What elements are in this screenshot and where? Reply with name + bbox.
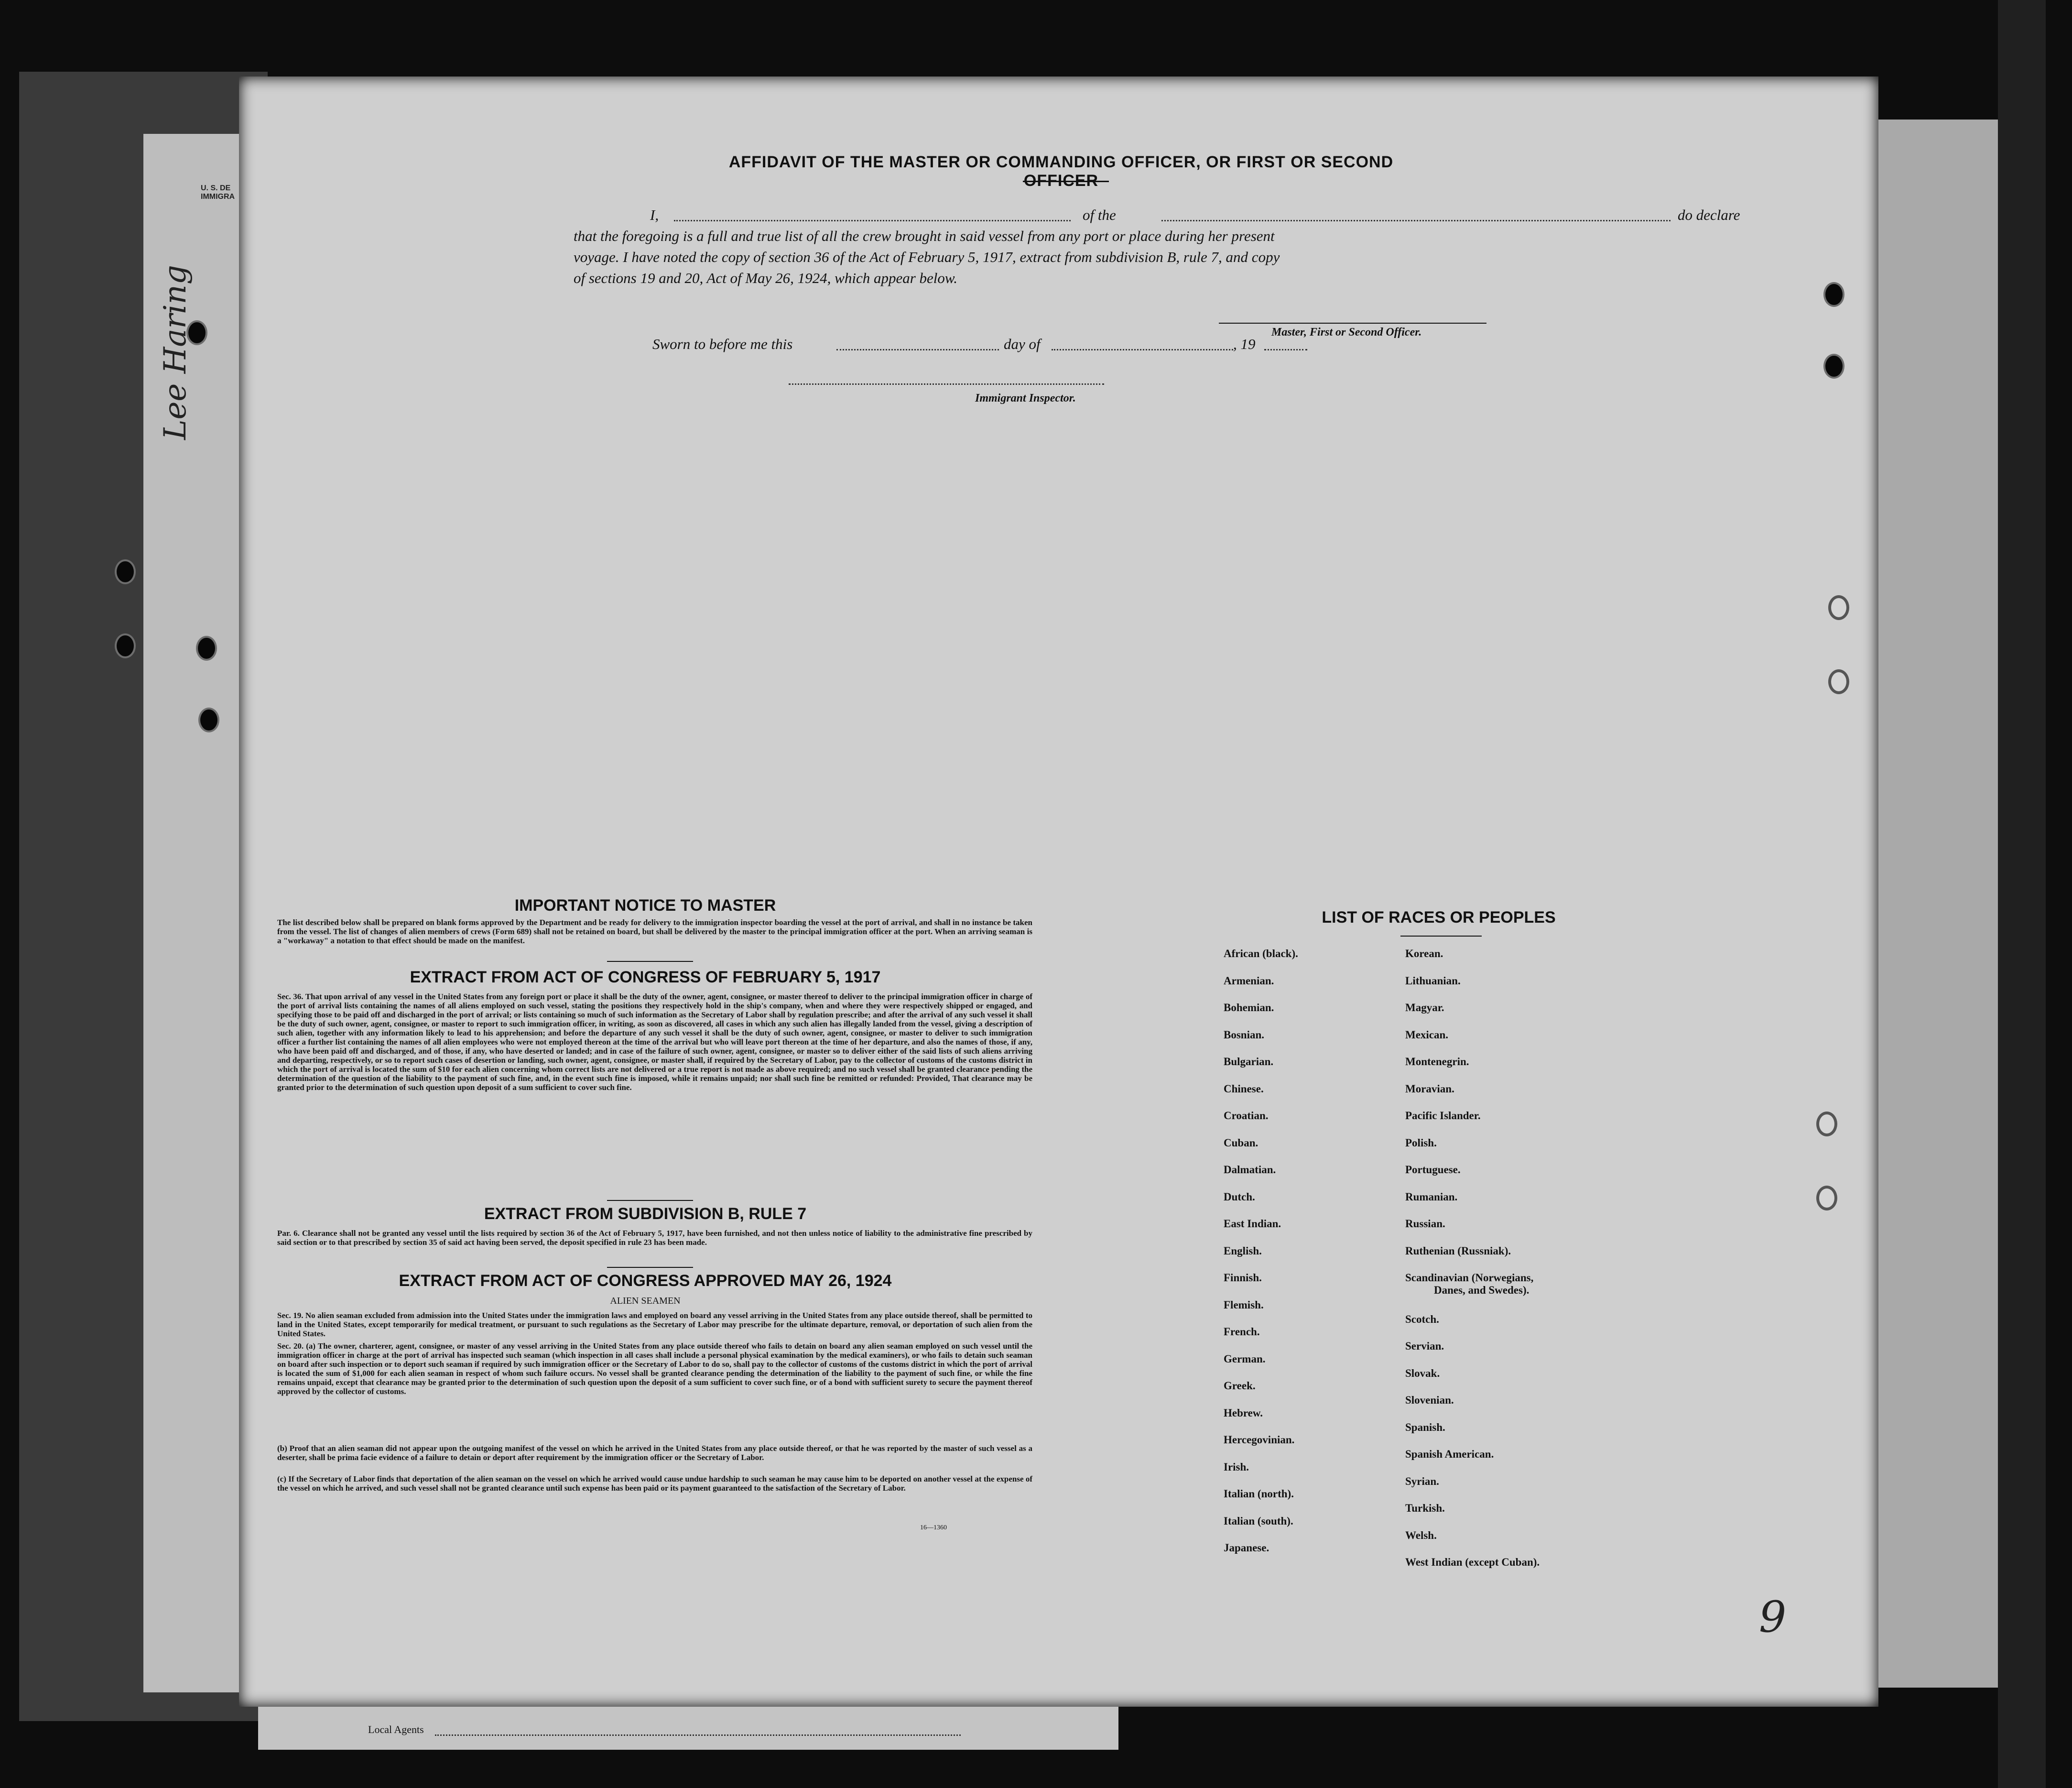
- race-item-left: English.: [1224, 1244, 1262, 1257]
- race-item-right: Welsh.: [1405, 1529, 1437, 1541]
- race-item-right: Turkish.: [1405, 1502, 1445, 1514]
- notice-title: IMPORTANT NOTICE TO MASTER: [514, 896, 776, 915]
- affidavit-title: AFFIDAVIT OF THE MASTER OR COMMANDING OFFICER, OR FIRST OR SECOND OFFICER: [728, 153, 1394, 190]
- race-item-right: Mexican.: [1405, 1028, 1449, 1041]
- binder-hole: [1816, 1186, 1837, 1210]
- race-item-left: Flemish.: [1224, 1298, 1264, 1311]
- local-agents-strip: [258, 1707, 1118, 1750]
- sworn-year-field[interactable]: [1264, 349, 1307, 350]
- race-item-right: Russian.: [1405, 1218, 1445, 1230]
- race-item-right: West Indian (except Cuban).: [1405, 1556, 1540, 1568]
- race-item-left: Bohemian.: [1224, 1002, 1274, 1014]
- race-item-left: Croatian.: [1224, 1110, 1269, 1122]
- of-the-label: of the: [1083, 207, 1116, 223]
- do-declare-label: do declare: [1678, 207, 1740, 223]
- binder-hole: [1816, 1112, 1837, 1136]
- race-item-left: Hebrew.: [1224, 1406, 1263, 1419]
- notice-text: The list described below shall be prepared on blank forms approved by the Department and be ready for delivery to the immigration inspector boarding the vessel at the port of arrival, and shall in no instance be taken from the vessel. The list of changes of alien members of crews (Form 689) shall not be retained on board, but shall be delivered by the master to the principal immigration officer at the port. When an arriving seaman is a "workaway" a notation to that effect should be made on the manifest.: [277, 918, 1032, 945]
- race-item-left: African (black).: [1224, 948, 1298, 959]
- officer-signature-line[interactable]: [1219, 323, 1486, 324]
- race-item-right: Magyar.: [1405, 1002, 1444, 1014]
- sworn-month-field[interactable]: [1052, 349, 1233, 350]
- race-item-right: Scotch.: [1405, 1313, 1439, 1325]
- race-item-left: Finnish.: [1224, 1272, 1262, 1284]
- races-title: LIST OF RACES OR PEOPLES: [1322, 908, 1556, 927]
- title-underline: [1023, 181, 1109, 182]
- form-number: 16—1360: [920, 1524, 947, 1531]
- binder-hole: [1828, 595, 1849, 620]
- races-divider: [1400, 936, 1482, 937]
- race-item-right: Portuguese.: [1405, 1164, 1461, 1176]
- extract-1924-subtitle: ALIEN SEAMEN: [610, 1296, 681, 1306]
- extract-1917-title: EXTRACT FROM ACT OF CONGRESS OF FEBRUARY 5, 1917: [410, 968, 881, 986]
- race-item-right: Syrian.: [1405, 1475, 1439, 1487]
- race-item-right: Slovak.: [1405, 1367, 1440, 1379]
- race-item-right: Danes, and Swedes).: [1434, 1284, 1530, 1296]
- binder-hole: [115, 633, 136, 658]
- extract-rule7-title: EXTRACT FROM SUBDIVISION B, RULE 7: [484, 1205, 807, 1223]
- right-edge-strip: [1998, 0, 2046, 1788]
- race-item-left: Chinese.: [1224, 1082, 1264, 1095]
- notice-divider: [607, 961, 693, 962]
- local-agents-field[interactable]: [435, 1734, 961, 1736]
- extract-1924-title: EXTRACT FROM ACT OF CONGRESS APPROVED MAY 26, 1924: [399, 1272, 892, 1290]
- extract-rule7-text: Par. 6. Clearance shall not be granted any vessel until the lists required by section 36 of the Act of February 5, 1917, have been furnished, and not then unless notice of liability to the administrative fine prescribed by said section or to that prescribed by section 35 of said act having been served, the deposit specified in rule 23 has been made.: [277, 1229, 1032, 1247]
- race-item-left: East Indian.: [1224, 1218, 1281, 1230]
- race-item-right: Servian.: [1405, 1340, 1444, 1352]
- extract-1924-sec19: Sec. 19. No alien seaman excluded from admission into the United States under the immigration laws and employed on board any vessel arriving in the United States from any place outside thereof, shall be permitted to land in the United States, except temporarily for medical treatment, or pursuant to such regulations as the Secretary of Labor may prescribe for the ultimate departure, removal, or deportation of such alien from the United States.: [277, 1311, 1032, 1338]
- extract-1924-sec20c: (c) If the Secretary of Labor finds that deportation of the alien seaman on the vessel on which he arrived would cause undue hardship to such seaman he may cause him to be deported on another vessel at the expense of the vessel on which he arrived, and such vessel shall not be granted clearance until such expense has been paid or its payment guaranteed to the satisfaction of the Secretary of Labor.: [277, 1474, 1032, 1493]
- race-item-right: Rumanian.: [1405, 1190, 1458, 1203]
- race-item-right: Lithuanian.: [1405, 974, 1461, 987]
- binder-hole: [115, 559, 136, 584]
- race-item-left: German.: [1224, 1352, 1266, 1365]
- binder-hole: [1828, 669, 1849, 694]
- vessel-field[interactable]: [1161, 220, 1671, 221]
- race-item-left: French.: [1224, 1326, 1260, 1338]
- extract-1917-divider: [607, 1200, 693, 1201]
- race-item-right: Korean.: [1405, 948, 1443, 959]
- race-item-left: Japanese.: [1224, 1542, 1269, 1554]
- binder-hole: [1823, 282, 1844, 307]
- race-item-left: Greek.: [1224, 1380, 1256, 1392]
- margin-note: Lee Haring: [158, 265, 193, 440]
- declaration-line-4: of sections 19 and 20, Act of May 26, 1924, which appear below.: [574, 270, 958, 286]
- race-item-left: Cuban.: [1224, 1136, 1258, 1149]
- day-of-label: day of: [1004, 336, 1041, 352]
- page-number: 9: [1759, 1592, 1787, 1642]
- race-item-right: Spanish.: [1405, 1421, 1445, 1433]
- race-item-left: Hercegovinian.: [1224, 1434, 1295, 1446]
- officer-caption: Master, First or Second Officer.: [1271, 326, 1422, 338]
- declaration-line-3: voyage. I have noted the copy of section 36 of the Act of February 5, 1917, extract from subdivision B, rule 7, and copy: [574, 249, 1280, 265]
- declaration-line-2: that the foregoing is a full and true list of all the crew brought in said vessel from any port or place during her present: [574, 228, 1275, 244]
- race-item-left: Irish.: [1224, 1461, 1249, 1473]
- left-sheet-stamp: U. S. DE IMMIGRA: [201, 184, 235, 201]
- race-item-left: Italian (north).: [1224, 1488, 1294, 1500]
- race-item-right: Pacific Islander.: [1405, 1110, 1481, 1122]
- year-label: , 19: [1233, 336, 1256, 352]
- race-item-right: Spanish American.: [1405, 1448, 1494, 1460]
- extract-1924-sec20b: (b) Proof that an alien seaman did not appear upon the outgoing manifest of the vessel on which he arrived in the United States from any place outside thereof, or that he was reported by the master of such vessel as a deserter, shall be prima facie evidence of a failure to detain or deport after requirement by the immigration officer or the Secretary of Labor.: [277, 1444, 1032, 1462]
- binder-hole: [1823, 354, 1844, 379]
- race-item-left: Armenian.: [1224, 974, 1274, 987]
- race-item-left: Bosnian.: [1224, 1028, 1265, 1041]
- local-agents-label: Local Agents: [368, 1723, 424, 1735]
- race-item-right: Slovenian.: [1405, 1394, 1454, 1406]
- race-item-left: Dalmatian.: [1224, 1164, 1276, 1176]
- inspector-caption: Immigrant Inspector.: [975, 392, 1076, 404]
- race-item-right: Montenegrin.: [1405, 1056, 1469, 1068]
- inspector-signature-line[interactable]: [789, 383, 1104, 385]
- extract-rule7-divider: [607, 1267, 693, 1268]
- name-field[interactable]: [674, 220, 1071, 221]
- sworn-day-field[interactable]: [836, 349, 999, 350]
- race-item-right: Ruthenian (Russniak).: [1405, 1244, 1511, 1257]
- declaration-line-1: I,: [650, 207, 659, 223]
- race-item-left: Bulgarian.: [1224, 1056, 1274, 1068]
- race-item-right: Polish.: [1405, 1136, 1437, 1149]
- race-item-right: Moravian.: [1405, 1082, 1454, 1095]
- race-item-right: Scandinavian (Norwegians,: [1405, 1272, 1534, 1284]
- race-item-left: Dutch.: [1224, 1190, 1255, 1203]
- race-item-left: Italian (south).: [1224, 1515, 1293, 1527]
- extract-1924-sec20a: Sec. 20. (a) The owner, charterer, agent, consignee, or master of any vessel arriving in the United States from any place outside thereof who fails to detain on board any alien seaman employed on such vessel until the immigration officer in charge at the port of arrival has inspected such seaman (which inspection in all cases shall include a personal physical examination by the medical examiners), or who fails to detain such seaman on board after such inspection or to deport such seaman if required by such immigration officer or the Secretary of Labor to do so, shall pay to the collector of customs of the customs district in which the port of arrival is located the sum of $1,000 for each alien seaman in respect of whom such failure occurs. No vessel shall be granted clearance pending the determination of the liability to the payment of such fine, or while the fine remains unpaid, except that clearance may be granted prior to the determination of such question upon the deposit of a sum sufficient to cover such fine, or of a bond with sufficient surety to secure the payment thereof approved by the collector of customs.: [277, 1341, 1032, 1396]
- extract-1917-text: Sec. 36. That upon arrival of any vessel in the United States from any foreign port or place it shall be the duty of the owner, agent, consignee, or master thereof to deliver to the principal immigration officer in charge of the port of arrival lists containing the names of all aliens employed on such vessel, stating the positions they respectively hold in the ship's company, when and where they were respectively shipped or engaged, and specifying those to be paid off and discharged in the port of arrival; or lists containing so much of such information as the Secretary of Labor shall by regulation prescribe; and after the arrival of any such vessel it shall be the duty of such owner, agent, consignee, or master to report to such immigration officer, in writing, as soon as discovered, all cases in which any such alien has illegally landed from the vessel, giving a description of such alien, together with any information likely to lead to his apprehension; and before the departure of any such vessel it shall be the duty of such owner, agent, consignee, or master to deliver to such immigration officer a further list containing the names of all alien employees who were not employed thereon at the time of the arrival but who will leave port thereon at the time of her departure, and also the names of those, if any, who have been paid off and discharged, and of those, if any, who have deserted or landed; and in case of the failure of such owner, agent, consignee, or master so to deliver either of the said lists of such aliens arriving and departing, respectively, or so to report such cases of desertion or landing, such owner, agent, consignee, or master shall, if required by the Secretary of Labor, pay to the collector of customs of the customs district in which the port of arrival is located the sum of $10 for each alien concerning whom correct lists are not delivered or a true report is not made as above required; and no such vessel shall be granted clearance pending the determination of the question of the liability to the payment of such fine, and, in the event such fine is imposed, while it remains unpaid; nor shall such fine be remitted or refunded: Provided, That clearance may be granted prior to the determination of such question upon deposit of a sum sufficient to cover such fine.: [277, 992, 1032, 1092]
- binder-hole: [196, 636, 217, 661]
- sworn-label: Sworn to before me this: [652, 336, 793, 352]
- binder-hole: [198, 708, 219, 732]
